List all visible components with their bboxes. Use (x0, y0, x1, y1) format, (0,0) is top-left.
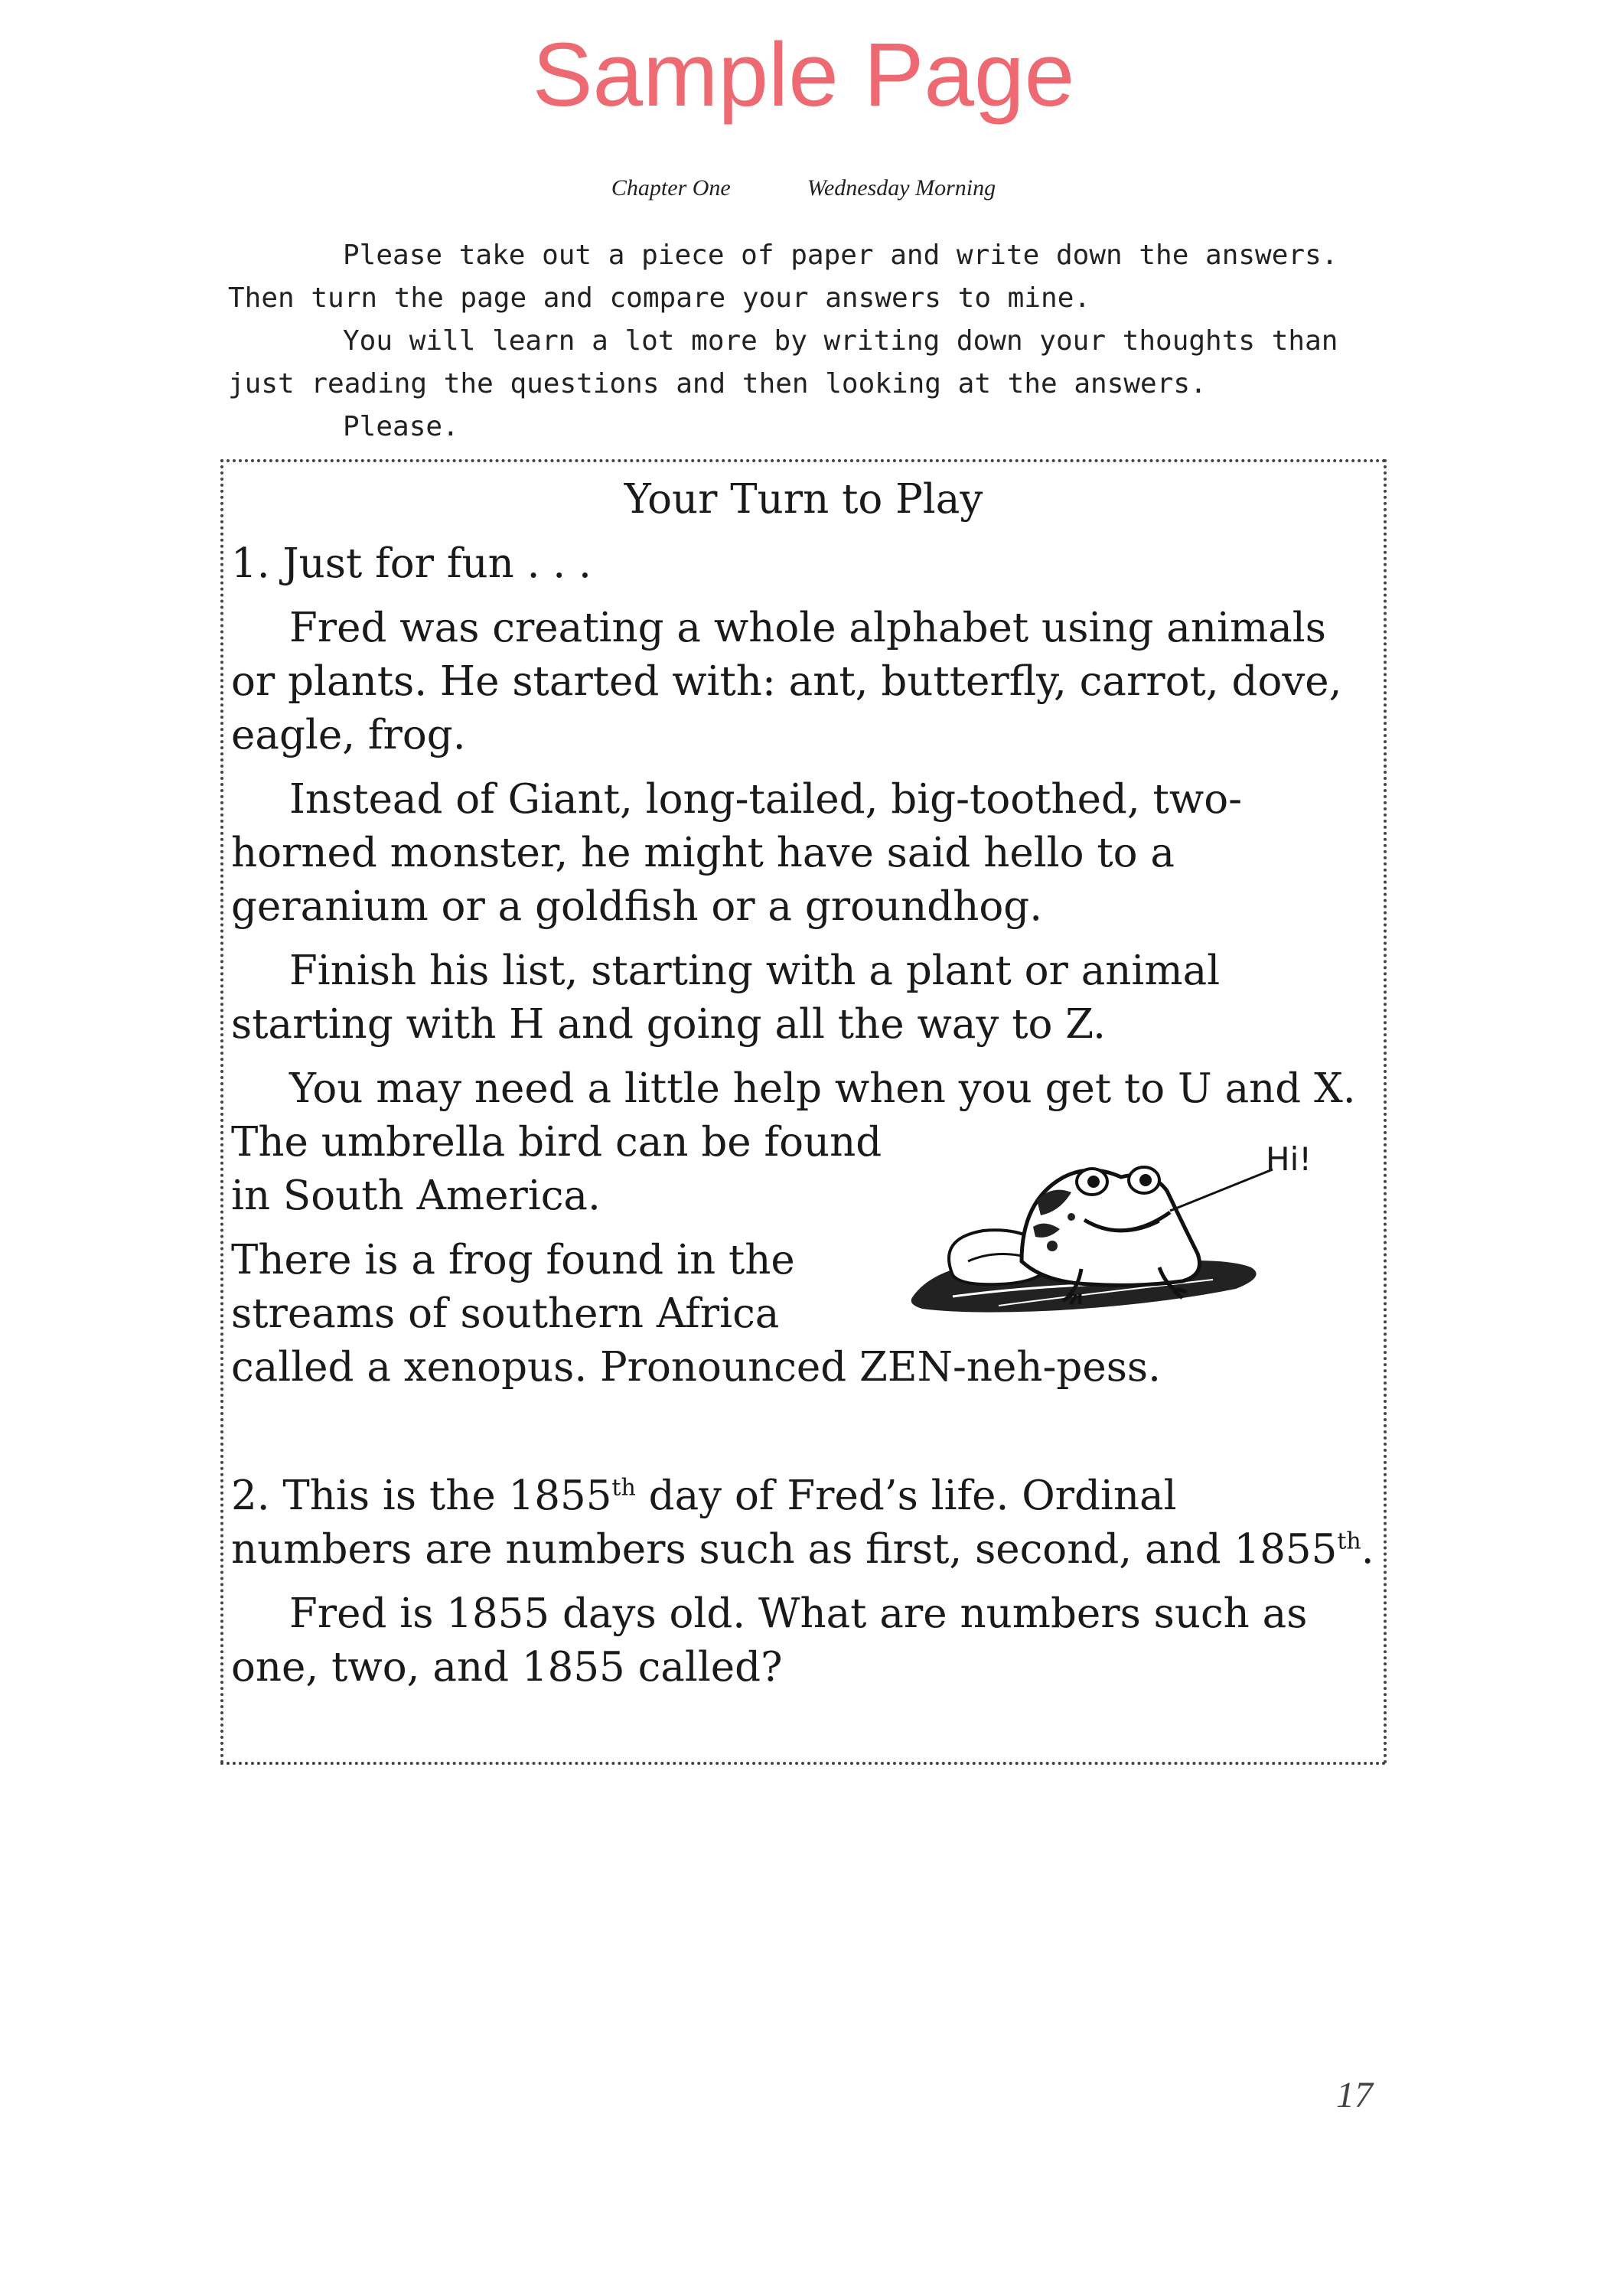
umbrella-bird-line-1: The umbrella bird can be found (231, 1119, 882, 1166)
question-2-line-2: numbers are numbers such as first, second, and 1855th. (231, 1526, 1374, 1573)
day-label: Wednesday Morning (807, 175, 996, 201)
question-1-heading: 1. Just for fun . . . (231, 540, 592, 587)
xenopus-line-2: streams of southern Africa (231, 1290, 780, 1337)
intro-paragraph-2: You will learn a lot more by writing down your thoughts than just reading the questions and then looking at the answers. (228, 325, 1338, 400)
intro-paragraph-1: Please take out a piece of paper and write down the answers. Then turn the page and compare your answers to mine. (228, 240, 1338, 314)
question-2-line-1: 2. This is the 1855th day of Fred’s life. Ordinal (231, 1473, 1177, 1519)
intro-instructions (228, 234, 1364, 448)
running-header (0, 174, 1607, 202)
your-turn-to-play-box (220, 459, 1387, 1765)
umbrella-bird-line-2: in South America. (231, 1172, 601, 1219)
question-1-paragraph-1: Fred was creating a whole alphabet using animals or plants. He started with: ant, butterfly, carrot, dove, eagle, frog. (231, 605, 1342, 758)
frog-speech-label: Hi! (1266, 1140, 1312, 1178)
box-content (231, 537, 1379, 1705)
chapter-label: Chapter One (611, 175, 731, 201)
xenopus-line-3: called a xenopus. Pronounced ZEN-neh-pess. (231, 1344, 1161, 1391)
box-title: Your Turn to Play (624, 476, 983, 523)
question-2-paragraph-2: Fred is 1855 days old. What are numbers such as one, two, and 1855 called? (231, 1590, 1308, 1691)
sample-page-watermark: Sample Page (532, 24, 1075, 126)
xenopus-line-1: There is a frog found in the (231, 1237, 795, 1283)
question-1-paragraph-2: Instead of Giant, long-tailed, big-toothed, two-horned monster, he might have said hello to a geranium or a goldfish or a groundhog. (231, 776, 1243, 930)
question-1-paragraph-3: Finish his list, starting with a plant or animal starting with H and going all the way to Z. (231, 947, 1221, 1048)
intro-paragraph-3: Please. (343, 411, 459, 442)
question-1-paragraph-4: You may need a little help when you get to U and X. (289, 1065, 1356, 1112)
page-number: 17 (1336, 2075, 1373, 2115)
